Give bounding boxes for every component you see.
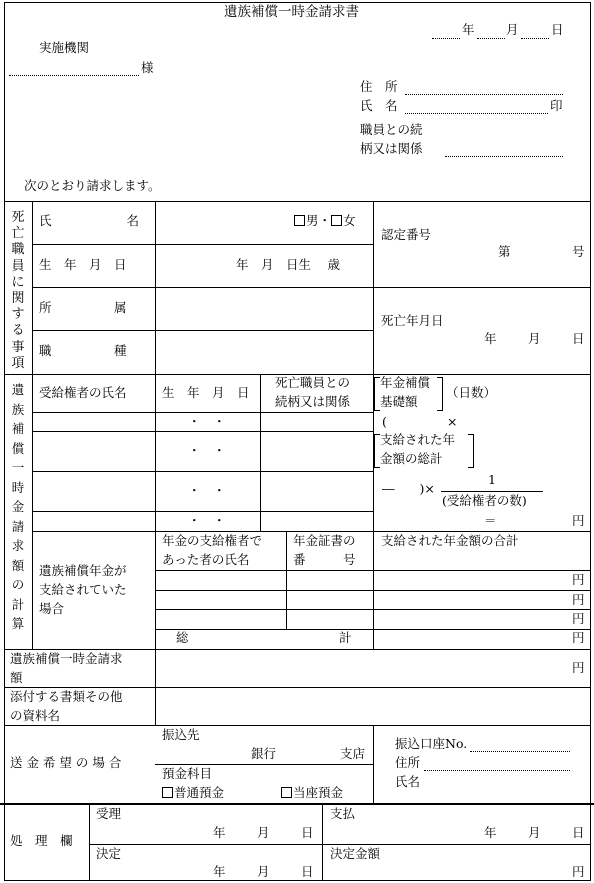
- rule-right-col: [373, 201, 374, 649]
- rule-p-h1: [155, 570, 591, 571]
- current-label: 当座預金: [293, 785, 344, 800]
- deceased-dob-label: 生 年 月 日: [39, 257, 127, 272]
- paid-nen: 年: [484, 825, 497, 840]
- col-relation-2: 続柄又は関係: [275, 394, 351, 409]
- gender-female-label: 女: [343, 213, 356, 228]
- intro-text: 次のとおり請求します。: [24, 178, 161, 193]
- dob-dots-3: ・ ・: [188, 483, 226, 498]
- received-hi: 日: [301, 825, 314, 840]
- col-pension-recipient-2: あった者の氏名: [162, 552, 250, 567]
- death-hi: 日: [572, 331, 585, 346]
- date-year-label: 年: [462, 22, 475, 37]
- paid-hi: 日: [572, 825, 585, 840]
- decision-tsuki: 月: [257, 864, 270, 879]
- ordinary-label: 普通預金: [174, 785, 225, 800]
- formula-numerator: 1: [488, 472, 496, 487]
- rule-proc-label: [89, 803, 90, 881]
- relation-field[interactable]: [445, 156, 563, 157]
- transfer-bank: 銀行: [251, 746, 277, 761]
- applicant-name-field[interactable]: [405, 113, 548, 114]
- rule-s2-h5: [32, 531, 591, 532]
- account-no-field[interactable]: [470, 751, 570, 752]
- formula-minus: ― )×: [382, 481, 435, 496]
- relation-label-1: 職員との続: [360, 122, 423, 137]
- dob-dots-1: ・ ・: [188, 414, 226, 429]
- decision-nen: 年: [213, 864, 226, 879]
- applicant-name-label: 氏 名: [360, 98, 398, 113]
- formula-paren: (: [382, 414, 387, 429]
- rule-p-h2: [155, 590, 591, 591]
- processing-label: 処 理 欄: [10, 833, 73, 848]
- rule-p-h4: [155, 629, 591, 630]
- formula-times: ×: [447, 414, 458, 429]
- cert-number-label: 認定番号: [381, 227, 432, 242]
- rule-proc-h: [89, 844, 591, 845]
- cert-dai: 第: [498, 244, 511, 259]
- col-pension-cert-2: 番 号: [293, 552, 356, 567]
- deposit-current[interactable]: [281, 787, 343, 800]
- rule-s1-r1: [32, 244, 373, 245]
- formula-denominator: (受給権者の数): [442, 493, 527, 508]
- formula-base-2: 基礎額: [380, 394, 418, 409]
- paid-tsuki: 月: [528, 825, 541, 840]
- sec1-side-label: 死亡職員に関する事項: [11, 210, 25, 371]
- formula-days: （日数）: [446, 385, 497, 400]
- paid-label: 支払: [330, 806, 356, 821]
- paid-yen-1: 円: [572, 572, 585, 587]
- rule-sec1-top: [4, 201, 591, 202]
- claim-amount-label-2: 額: [10, 670, 23, 685]
- decision-amount-yen: 円: [572, 864, 585, 879]
- formula-paid-2: 金額の総計: [380, 451, 443, 466]
- rule-s2-col-cert: [286, 531, 287, 629]
- date-year-field[interactable]: [432, 38, 460, 39]
- pension-label-2: 支給されていた: [39, 582, 127, 597]
- account-no-label: 振込口座No.: [395, 736, 468, 751]
- rule-proc-mid: [322, 803, 323, 881]
- transfer-label: 送 金 希 望 の 場 合: [10, 755, 122, 770]
- col-pension-recipient-1: 年金の支給権者で: [162, 533, 263, 548]
- received-nen: 年: [213, 825, 226, 840]
- col-total-paid: 支給された年金額の合計: [381, 533, 519, 548]
- ordinary-checkbox[interactable]: [162, 787, 173, 798]
- deposit-ordinary[interactable]: [162, 787, 224, 800]
- rule-transfer-top: [4, 725, 591, 726]
- formula-base-1: 年金補償: [380, 375, 431, 390]
- rule-s1-r2: [32, 287, 591, 288]
- col-recipient-dob: 生 年 月 日: [162, 385, 250, 400]
- cert-go: 号: [572, 244, 585, 259]
- account-name-label: 氏名: [395, 774, 421, 789]
- decision-hi: 日: [301, 864, 314, 879]
- sama-label: 様: [141, 60, 154, 75]
- male-checkbox[interactable]: [294, 215, 305, 226]
- rule-s2-h2: [32, 431, 373, 432]
- rule-s2-col-rel: [260, 374, 261, 531]
- formula-equals: ＝: [484, 513, 497, 528]
- bracket-right-1: [437, 377, 443, 411]
- rule-transfer-mid: [155, 764, 373, 765]
- paid-yen-2: 円: [572, 592, 585, 607]
- decision-amount-label: 決定金額: [330, 846, 381, 861]
- paid-yen-3: 円: [572, 611, 585, 626]
- date-day-label: 日: [551, 22, 564, 37]
- transfer-branch: 支店: [340, 746, 366, 761]
- institution-field[interactable]: [9, 75, 139, 76]
- transfer-dest-label: 振込先: [162, 727, 200, 742]
- decision-label: 決定: [96, 846, 122, 861]
- death-nen: 年: [484, 331, 497, 346]
- seal-mark: 印: [550, 98, 563, 113]
- form-frame: [4, 2, 591, 881]
- female-checkbox[interactable]: [331, 215, 342, 226]
- rule-s1-r3: [32, 330, 373, 331]
- account-address-field[interactable]: [424, 770, 570, 771]
- rule-transfer-split: [373, 725, 374, 803]
- pension-label-3: 場合: [39, 601, 65, 616]
- rule-s2-h4: [32, 511, 373, 512]
- dob-dots-4: ・ ・: [188, 513, 226, 528]
- date-month-label: 月: [506, 22, 519, 37]
- deceased-dob-value: 年 月 日生 歳: [236, 257, 340, 272]
- institution-label: 実施機関: [39, 40, 90, 55]
- death-tsuki: 月: [528, 331, 541, 346]
- col-pension-cert-1: 年金証書の: [293, 533, 356, 548]
- formula-yen: 円: [572, 513, 585, 528]
- col-recipient-name: 受給権者の氏名: [39, 385, 127, 400]
- formula-fraction-bar: [441, 491, 543, 492]
- date-month-field[interactable]: [477, 38, 505, 39]
- rule-s2-h3: [32, 471, 373, 472]
- claim-amount-label-1: 遺族補償一時金請求: [10, 651, 123, 666]
- received-tsuki: 月: [257, 825, 270, 840]
- rule-label-col: [155, 201, 156, 725]
- sec2-side-label: 遺族補償一時金請求額の計算: [11, 382, 25, 631]
- pension-label-1: 遺族補償年金が: [39, 563, 127, 578]
- gender-male-label: 男・: [306, 213, 332, 228]
- date-day-field[interactable]: [521, 38, 549, 39]
- account-address-label: 住所: [395, 755, 421, 770]
- bracket-right-2: [468, 434, 474, 468]
- applicant-address-field[interactable]: [405, 94, 563, 95]
- relation-label-2: 柄又は関係: [360, 141, 423, 156]
- rule-attach-top: [4, 687, 591, 688]
- form-title: 遺族補償一時金請求書: [224, 4, 359, 20]
- received-label: 受理: [96, 806, 122, 821]
- deceased-name-label: 氏 名: [39, 213, 140, 228]
- dob-dots-2: ・ ・: [188, 443, 226, 458]
- col-relation-1: 死亡職員との: [275, 375, 351, 390]
- total-label-right: 計: [339, 630, 352, 645]
- attachments-label-1: 添付する書類その他: [10, 689, 123, 704]
- rule-p-h3: [155, 609, 591, 610]
- claim-amount-yen: 円: [572, 660, 585, 675]
- gender-options[interactable]: [294, 215, 356, 228]
- current-checkbox[interactable]: [281, 787, 292, 798]
- rule-claim-top: [4, 649, 591, 650]
- deposit-type-label: 預金科目: [162, 766, 213, 781]
- rule-side-col: [32, 201, 33, 649]
- paid-yen-total: 円: [572, 630, 585, 645]
- total-label-left: 総: [176, 630, 189, 645]
- death-date-label: 死亡年月日: [381, 313, 444, 328]
- applicant-address-label: 住 所: [360, 79, 398, 94]
- rule-s2-h1: [32, 412, 373, 413]
- formula-paid-1: 支給された年: [380, 432, 456, 447]
- attachments-label-2: の資料名: [10, 708, 61, 723]
- job-label: 職 種: [39, 343, 127, 358]
- affiliation-label: 所 属: [39, 300, 127, 315]
